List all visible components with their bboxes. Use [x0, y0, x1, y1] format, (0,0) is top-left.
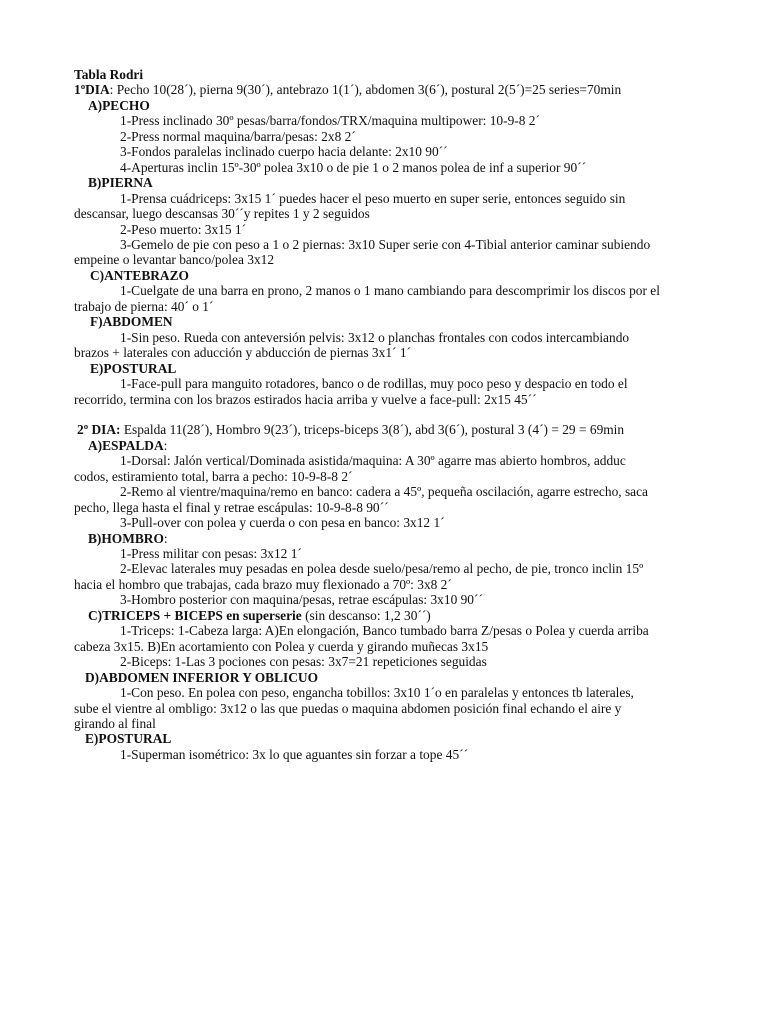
day2-postural-item-1: 1-Superman isométrico: 3x lo que aguantes sin forzar a tope 45´´ [120, 746, 469, 762]
day2-espalda-heading: A)ESPALDA [88, 437, 164, 453]
day2-hombro-item-1: 1-Press militar con pesas: 3x12 1´ [120, 546, 302, 562]
day2-summary: Espalda 11(28´), Hombro 9(23´), triceps-biceps 3(8´), abd 3(6´), postural 3 (4´) = 29 = 69min [120, 422, 625, 438]
document-title: Tabla Rodri [74, 67, 144, 82]
day2-espalda-item-1: 1-Dorsal: Jalón vertical/Dominada asistida/maquina: A 30º agarre mas abierto hombros, adduc [120, 453, 626, 469]
day1-pecho-item-3: 3-Fondos paralelas inclinado cuerpo hacia delante: 2x10 90´´ [120, 144, 448, 160]
day1-pecho-item-2: 2-Press normal maquina/barra/pesas: 2x8 2´ [120, 128, 356, 144]
day1-pierna-item-3-cont: empeine o levantar banco/polea 3x12 [74, 252, 275, 268]
day2-triceps-heading-row [74, 608, 694, 623]
day1-antebrazo-heading: C)ANTEBRAZO [90, 267, 189, 283]
day1-abdomen-item-1: 1-Sin peso. Rueda con anteversión pelvis: 3x12 o planchas frontales con codos intercambiando [120, 329, 630, 345]
day2-abdomen-item-1-cont2: girando al final [74, 716, 156, 732]
day2-hombro-item-2-cont: hacia el hombro que trabajas, cada brazo muy flexionado a 70º: 3x8 2´ [74, 576, 452, 592]
day1-abdomen-heading: F)ABDOMEN [90, 314, 173, 330]
day2-hombro-heading: B)HOMBRO [88, 530, 164, 546]
day1-pierna-item-1: 1-Prensa cuádriceps: 3x15 1´ puedes hacer el peso muerto en super serie, entonces seguido sin [120, 190, 626, 206]
day1-pecho-item-4: 4-Aperturas inclin 15º-30º polea 3x10 o de pie 1 o 2 manos polea de inf a superior 90´´ [120, 159, 587, 175]
day2-header [74, 422, 694, 437]
day2-hombro-suffix: : [163, 530, 168, 546]
day2-postural-heading: E)POSTURAL [85, 731, 172, 747]
day2-triceps-item-1: 1-Triceps: 1-Cabeza larga: A)En elongación, Banco tumbado barra Z/pesas o Polea y cuerda arriba [120, 623, 649, 639]
day2-triceps-heading: C)TRICEPS + BICEPS en superserie [88, 607, 302, 623]
day2-hombro-item-3: 3-Hombro posterior con maquina/pesas, retrae escápulas: 3x10 90´´ [120, 592, 483, 608]
day2-abdomen-item-1-cont: sube el vientre al ombligo: 3x12 o las que puedas o maquina abdomen posición final echando el aire y [74, 700, 622, 716]
day1-antebrazo-item-1: 1-Cuelgate de una barra en prono, 2 manos o 1 mano cambiando para descomprimir los discos por el [120, 283, 660, 299]
day1-pecho-heading: A)PECHO [88, 97, 150, 113]
day2-triceps-item-2: 2-Biceps: 1-Las 3 pociones con pesas: 3x7=21 repeticiones seguidas [120, 654, 487, 670]
day1-pierna-item-1-cont: descansar, luego descansas 30´´y repites 1 y 2 seguidos [74, 206, 370, 222]
day2-triceps-item-1-cont: cabeza 3x15. B)En acortamiento con Polea y cuerda y girando muñecas 3x15 [74, 638, 489, 654]
day1-postural-item-1-cont: recorrido, termina con los brazos estirados hacia arriba y vuelve a face-pull: 2x15 45´´ [74, 391, 537, 407]
day2-espalda-item-3: 3-Pull-over con polea y cuerda o con pesa en banco: 3x12 1´ [120, 515, 445, 531]
day2-label: 2º DIA: [77, 422, 121, 438]
day2-espalda-heading-row [74, 438, 694, 453]
day1-postural-item-1: 1-Face-pull para manguito rotadores, banco o de rodillas, muy poco peso y despacio en todo el [120, 376, 628, 392]
day2-espalda-item-1-cont: codos, estiramiento total, barra a pecho: 10-9-8-8 2´ [74, 468, 353, 484]
day2-triceps-suffix: (sin descanso: 1,2 30´´) [301, 607, 431, 623]
workout-document [74, 67, 694, 762]
day2-hombro-item-2: 2-Elevac laterales muy pesadas en polea desde suelo/pesa/remo al pecho, de pie, tronco inclin 15º [120, 561, 644, 577]
day2-espalda-item-2: 2-Remo al vientre/maquina/remo en banco: cadera a 45º, pequeña oscilación, agarre estrecho, saca [120, 484, 649, 500]
day1-antebrazo-item-1-cont: trabajo de pierna: 40´ o 1´ [74, 298, 214, 314]
day1-pierna-item-3: 3-Gemelo de pie con peso a 1 o 2 piernas: 3x10 Super serie con 4-Tibial anterior caminar subiendo [120, 236, 651, 252]
day1-pierna-heading: B)PIERNA [88, 175, 153, 191]
day1-abdomen-item-1-cont: brazos + laterales con aducción y abducción de piernas 3x1´ 1´ [74, 345, 411, 361]
day2-hombro-heading-row [74, 531, 694, 546]
day2-abdomen-heading: D)ABDOMEN INFERIOR Y OBLICUO [85, 669, 318, 685]
day2-abdomen-item-1: 1-Con peso. En polea con peso, engancha tobillos: 3x10 1´o en paralelas y entonces tb laterales, [120, 685, 634, 701]
day1-header [74, 82, 694, 97]
day1-pecho-item-1: 1-Press inclinado 30º pesas/barra/fondos/TRX/maquina multipower: 10-9-8 2´ [120, 113, 540, 129]
day1-summary: : Pecho 10(28´), pierna 9(30´), antebrazo 1(1´), abdomen 3(6´), postural 2(5´)=25 series=70min [109, 82, 622, 98]
day2-espalda-suffix: : [163, 437, 168, 453]
day1-pierna-item-2: 2-Peso muerto: 3x15 1´ [120, 221, 247, 237]
day2-espalda-item-2-cont: pecho, llega hasta el final y retrae escápulas: 10-9-8-8 90´´ [74, 499, 389, 515]
day-separator [74, 407, 694, 422]
day1-postural-heading: E)POSTURAL [90, 360, 177, 376]
day1-label: 1ºDIA [74, 82, 110, 98]
